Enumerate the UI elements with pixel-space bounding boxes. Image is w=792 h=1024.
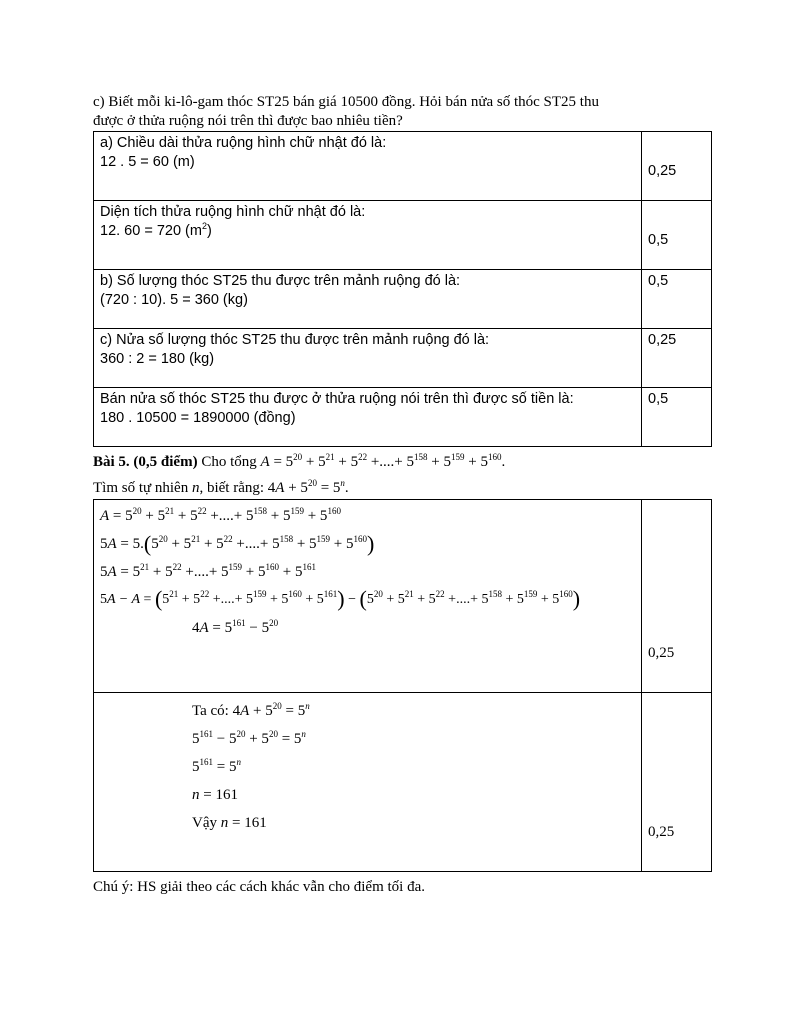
answer-line: Diện tích thửa ruộng hình chữ nhật đó là: <box>100 204 366 220</box>
math-line: $5^{161} = 5^n$ <box>192 757 241 775</box>
bai5-text: Cho tổng <box>197 454 261 470</box>
answer-text: ) <box>206 223 212 239</box>
note-text: Chú ý: HS giải theo các cách khác vẫn cho điểm tối đa. <box>93 879 425 895</box>
answer-line: (720 : 10). 5 = 360 (kg) <box>100 292 248 308</box>
answer-cell <box>94 388 642 447</box>
math-line: $5A - A = (5^{21} + 5^{22}$ +....+ $5^{159} + 5^{160} + 5^{161}) - (5^{20} + 5^{21} + 5^{22}$ +....+ $5^{158} + 5^{159} + 5^{160}$) <box>100 586 581 611</box>
bai5-heading <box>93 451 713 473</box>
answer-line: 360 : 2 = 180 (kg) <box>100 351 215 367</box>
sum-formula: $A = 5^{20} + 5^{21} + 5^{22}$ +....+ $5^{158} + 5^{159} + 5^{160}$. <box>260 452 506 470</box>
score-cell: 0,25 <box>642 500 712 693</box>
answer-line: c) Nửa số lượng thóc ST25 thu được trên mảnh ruộng đó là: <box>100 332 490 348</box>
bai5-label: Bài 5. (0,5 điểm) <box>93 454 198 470</box>
score-cell: 0,25 <box>642 693 712 872</box>
table-row <box>94 132 712 201</box>
task-text: , biết rằng: <box>199 480 268 496</box>
math-line: Ta có: $4A + 5^{20} = 5^n$ <box>192 701 310 719</box>
answer-line: a) Chiều dài thửa ruộng hình chữ nhật đó là: <box>100 135 387 151</box>
ta-co-label: Ta có: <box>192 703 233 719</box>
superscript: 2 <box>201 221 207 231</box>
math-line: $4A = 5^{161} - 5^{20}$ <box>192 618 279 636</box>
answer-cell <box>94 201 642 270</box>
answer-line: Bán nửa số thóc ST25 thu được ở thửa ruộng nói trên thì được số tiền là: <box>100 391 574 407</box>
score-cell: 0,5 <box>642 388 712 447</box>
answer-cell <box>94 270 642 329</box>
answer-cell <box>94 500 642 693</box>
math-line: n = 161 <box>192 787 238 803</box>
answer-line: 180 . 10500 = 1890000 (đồng) <box>100 410 296 426</box>
answer-cell <box>94 329 642 388</box>
answer-cell <box>94 693 642 872</box>
problem-c-text <box>93 93 713 131</box>
answer-table-bai5 <box>93 499 712 872</box>
table-row <box>94 388 712 447</box>
answer-cell <box>94 132 642 201</box>
table-row <box>94 693 712 872</box>
problem-c-line-2: được ở thửa ruộng nói trên thì được bao nhiêu tiền? <box>93 113 403 129</box>
document-page <box>93 93 713 897</box>
math-line: $5A = 5^{21} + 5^{22}$ +....+ $5^{159} + 5^{160} + 5^{161}$ <box>100 562 316 580</box>
var-n: n <box>191 480 200 496</box>
answer-table-bai4 <box>93 131 712 447</box>
task-text: Tìm số tự nhiên <box>93 480 192 496</box>
table-row <box>94 201 712 270</box>
answer-text: 12. 60 = 720 (m <box>100 223 202 239</box>
answer-line: b) Số lượng thóc ST25 thu được trên mảnh ruộng đó là: <box>100 273 461 289</box>
score-cell: 0,25 <box>642 132 712 201</box>
task-equation: $4A + 5^{20} = 5^n$. <box>267 478 349 496</box>
bai5-task <box>93 477 713 499</box>
problem-c-line-1: c) Biết mỗi ki-lô-gam thóc ST25 bán giá 10500 đồng. Hỏi bán nửa số thóc ST25 thu <box>93 94 599 110</box>
math-line: Vậy n = 161 <box>192 815 267 831</box>
vay-label: Vậy <box>192 815 221 831</box>
table-row <box>94 270 712 329</box>
math-line: $5^{161} - 5^{20} + 5^{20} = 5^n$ <box>192 729 306 747</box>
math-line: $5A = 5.(5^{20} + 5^{21} + 5^{22}$ +....+ $5^{158} + 5^{159} + 5^{160}$) <box>100 531 375 556</box>
score-cell: 0,5 <box>642 270 712 329</box>
table-row <box>94 329 712 388</box>
answer-line <box>100 222 635 241</box>
score-cell: 0,5 <box>642 201 712 270</box>
table-row <box>94 500 712 693</box>
math-line: $A = 5^{20} + 5^{21} + 5^{22}$ +....+ $5^{158} + 5^{159} + 5^{160}$ <box>100 506 341 524</box>
answer-line: 12 . 5 = 60 (m) <box>100 154 195 170</box>
score-cell: 0,25 <box>642 329 712 388</box>
